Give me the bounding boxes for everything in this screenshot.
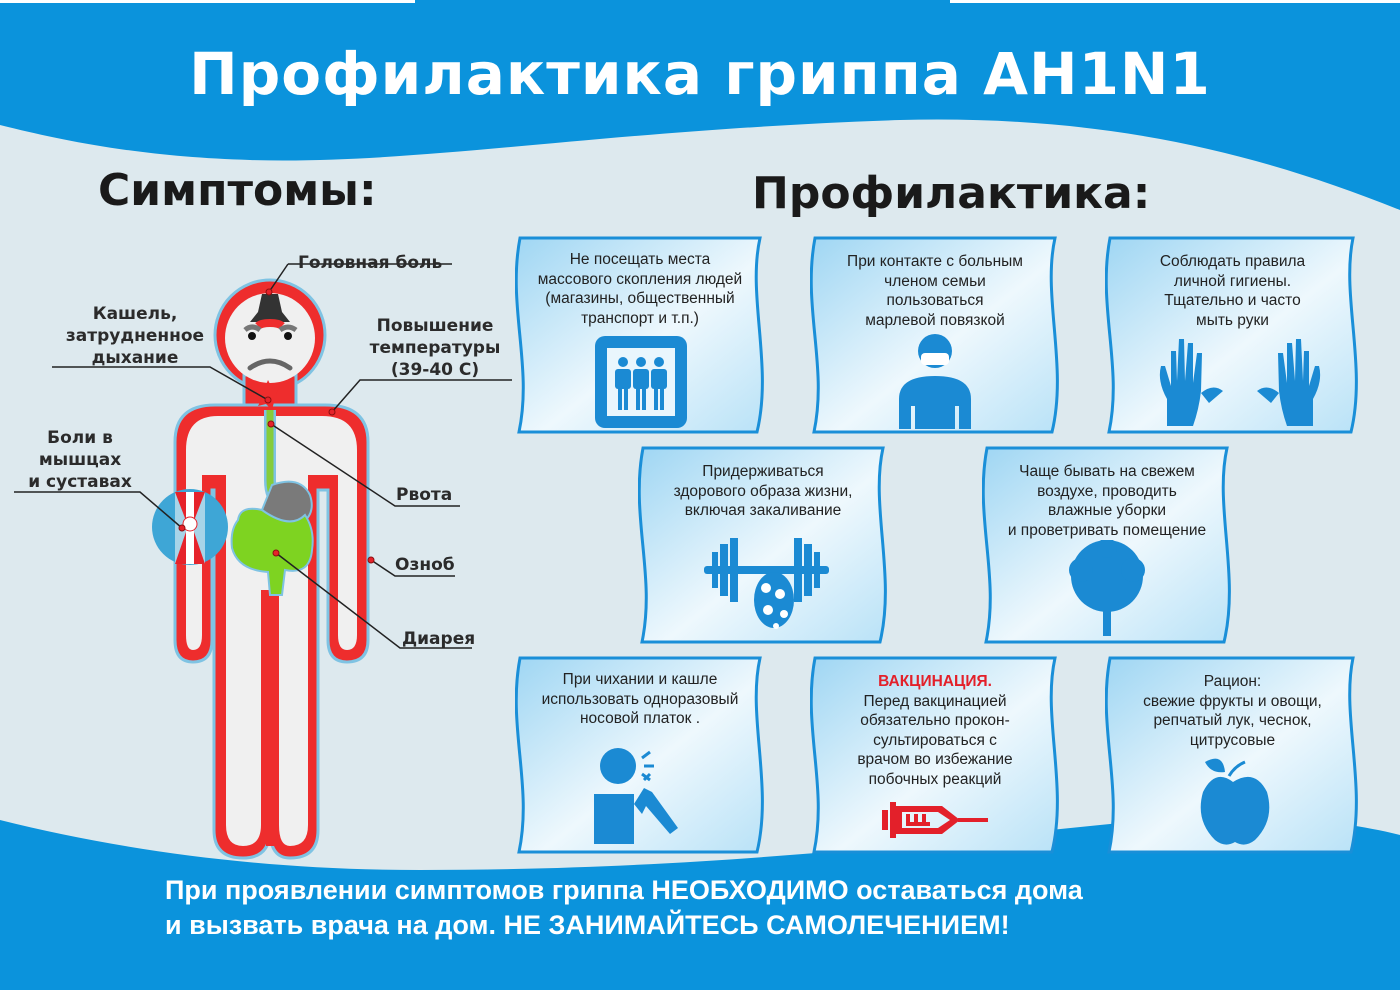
prevention-card-mask xyxy=(810,236,1060,436)
symptom-fever-label: Повышение температуры (39-40 С) xyxy=(369,316,501,380)
card-text: Не посещать места массового скопления людей (магазины, общественный транспорт и т.п.) xyxy=(537,251,743,327)
crowd-icon xyxy=(593,334,689,430)
prevention-card-healthy-lifestyle xyxy=(638,446,888,646)
page-title: Профилактика гриппа AH1N1 xyxy=(189,40,1211,108)
symptom-cough-label: Кашель, затрудненное дыхание xyxy=(65,304,205,368)
prevention-card-crowds xyxy=(515,236,765,436)
prevention-card-tissue xyxy=(515,656,765,856)
prevention-card-diet xyxy=(1105,656,1360,856)
mask-person-icon xyxy=(895,331,975,431)
card-text: При чихании и кашле использовать одноразовый носовой платок . xyxy=(541,671,739,727)
vaccination-highlight: ВАКЦИНАЦИЯ. xyxy=(878,673,992,690)
prevention-heading: Профилактика: xyxy=(752,168,1151,219)
symptoms-heading: Симптомы: xyxy=(98,165,377,216)
card-text: Рацион: свежие фрукты и овощи, репчатый лук, чеснок, цитрусовые xyxy=(1143,673,1322,749)
prevention-card-fresh-air xyxy=(982,446,1232,646)
card-text: Соблюдать правила личной гигиены. Тщательно и часто мыть руки xyxy=(1159,253,1306,329)
footer-line-1: При проявлении симптомов гриппа НЕОБХОДИМО оставаться дома xyxy=(165,875,1083,905)
prevention-card-hygiene xyxy=(1105,236,1360,436)
card-text: Придерживаться здорового образа жизни, включая закаливание xyxy=(673,463,853,519)
dumbbell-ball-icon xyxy=(704,538,829,633)
syringe-icon xyxy=(882,798,992,842)
apple-icon xyxy=(1195,748,1275,848)
footer-line-2: и вызвать врача на дом. НЕ ЗАНИМАЙТЕСЬ САМОЛЕЧЕНИЕМ! xyxy=(165,910,1010,940)
symptom-diarrhea-label: Диарея xyxy=(402,629,476,649)
footer-warning xyxy=(165,873,1083,943)
card-text: ВАКЦИНАЦИЯ. Перед вакцинацией обязательно прокон- сультироваться с врачом во избежание побочных реакций xyxy=(810,672,1060,789)
hands-icon xyxy=(1155,331,1325,431)
sneeze-icon xyxy=(590,748,680,846)
card-text: Чаще бывать на свежем воздухе, проводить влажные уборки и проветривать помещение xyxy=(1007,463,1207,539)
symptom-vomiting-label: Рвота xyxy=(396,485,453,505)
prevention-card-vaccination xyxy=(810,656,1060,856)
card-text: При контакте с больным членом семьи пользоваться марлевой повязкой xyxy=(847,253,1023,329)
symptom-headache-label: Головная боль xyxy=(298,253,443,273)
joint-pain-marker xyxy=(152,489,228,565)
tree-icon xyxy=(1067,540,1147,640)
symptom-chills-label: Озноб xyxy=(395,555,455,575)
symptom-muscle-pain-label: Боли в мышцах и суставах xyxy=(28,428,132,492)
